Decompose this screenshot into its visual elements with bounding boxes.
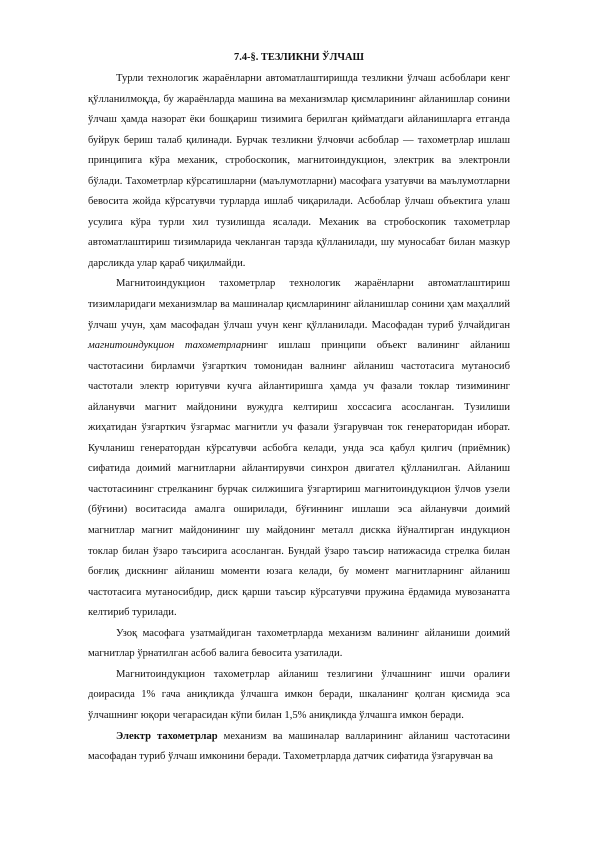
document-page	[88, 50, 510, 768]
paragraph-accuracy: Магнитоиндукцион тахометрлар айланиш тезлигини ўлчашнинг ишчи оралиғи доирасида 1% гача аниқликда ўлчашга имкон беради, шкаланинг қолган қисмида эса ўлчашнинг юқори чегарасидан кўпи билан 1,5% аниқликда ўлчашга имкон беради.	[88, 668, 510, 721]
paragraph-intro: Турли технологик жараёнларни автоматлаштиришда тезликни ўлчаш асбоблари кенг қўлланилмоқда, бу жараёнларда машина ва механизмлар қисмларининг айланишлар сонини ўлчаш ҳамда назорат ёки бошқариш тизимига берилган қийматдаги айланишларга етганда буйрук бериш талаб қилинади. Бурчак тезликни ўлчовчи асбоблар — тахометрлар ишлаш принципига кўра механик, стробоскопик, магнитоиндукцион, электрик ва электронли бўлади. Тахометрлар кўрсатишларни (маълумотларни) масофага узатувчи ва маълумотларни бевосита жойда кўрсатувчи турларда ишлаб чиқарилади. Асбоблар ўлчаш объектига улаш усулига кўра турли хил тузилишда ясалади. Механик ва стробоскопик тахометрлар автоматлаштириш тизимларида чекланган тарзда қўлланилади, шу муносабат билан мазкур дарсликда улар қараб чиқилмайди.	[88, 73, 510, 269]
paragraph-electric-tachometers	[88, 727, 510, 768]
italic-term: магнитоиндукцион тахометрлар	[88, 340, 247, 352]
section-heading: 7.4-§. ТЕЗЛИКНИ ЎЛЧАШ	[234, 52, 364, 63]
paragraph-text-start: Магнитоиндукцион тахометрлар технологик жараёнларни автоматлаштириш тизимларидаги механизмлар ва машиналар қисмларининг айланишлар сонини ҳам маҳаллий ўлчаш учун, ҳам масофадан ўлчаш учун кенг қўлланилади. Масофадан туриб ўлчайдиган	[88, 278, 510, 331]
bold-term: Электр тахометрлар	[116, 730, 218, 742]
paragraph-magnetoinduction	[88, 274, 510, 623]
paragraph-text-end: механизм ва машиналар валларининг айланиш частотасини масофадан туриб ўлчаш имконини беради. Тахометрларда датчик сифатида ўзгарувчан ва	[88, 730, 510, 763]
paragraph-text-end: нинг ишлаш принципи объект валининг айланиш частотасини бирламчи ўзгарткич томонидан валнинг айланиш частотасига мутаносиб частотали электр юритувчи кучга айлантиришга ҳамда уч фазали токлар тизимининг айланувчи магнит майдонини вужудга келтириш хоссасига асосланган. Тузилиши жиҳатидан ўзгарткич ўзгармас магнитли уч фазали ўзгарувчан ток генераторидан иборат. Кучланиш генератордан кўрсатувчи асбобга келади, унда эса қабул қилгич (приёмник) сифатида доимий магнитларни айлантирувчи синхрон двигател қўлланилган. Айланиш частотасининг стрелканинг бурчак силжишига ўзгартириш магнитоиндукцион ўлчов узели (бўғини) воситасида амалга оширилади, бўғиннинг ишлаши эса айланувчи доимий магнитлар магнит майдонининг шу майдонинг металл дискка йўналтирган индукцион токлар билан ўзаро таъсирига асосланган. Бундай ўзаро таъсир натижасида стрелка билан боғлиқ дискнинг айланиш моменти юзага келади, бу момент магнитларнинг айланиш частотасига мутаносибдир, диск қарши таъсир кўрсатувчи пружина ёрдамида мувозанатга келтириб турилади.	[88, 340, 510, 619]
paragraph-local-tachometers: Узоқ масофага узатмайдиган тахометрларда механизм валининг айланиши доимий магнитлар ўрнатилган асбоб валига бевосита узатилади.	[88, 627, 510, 660]
